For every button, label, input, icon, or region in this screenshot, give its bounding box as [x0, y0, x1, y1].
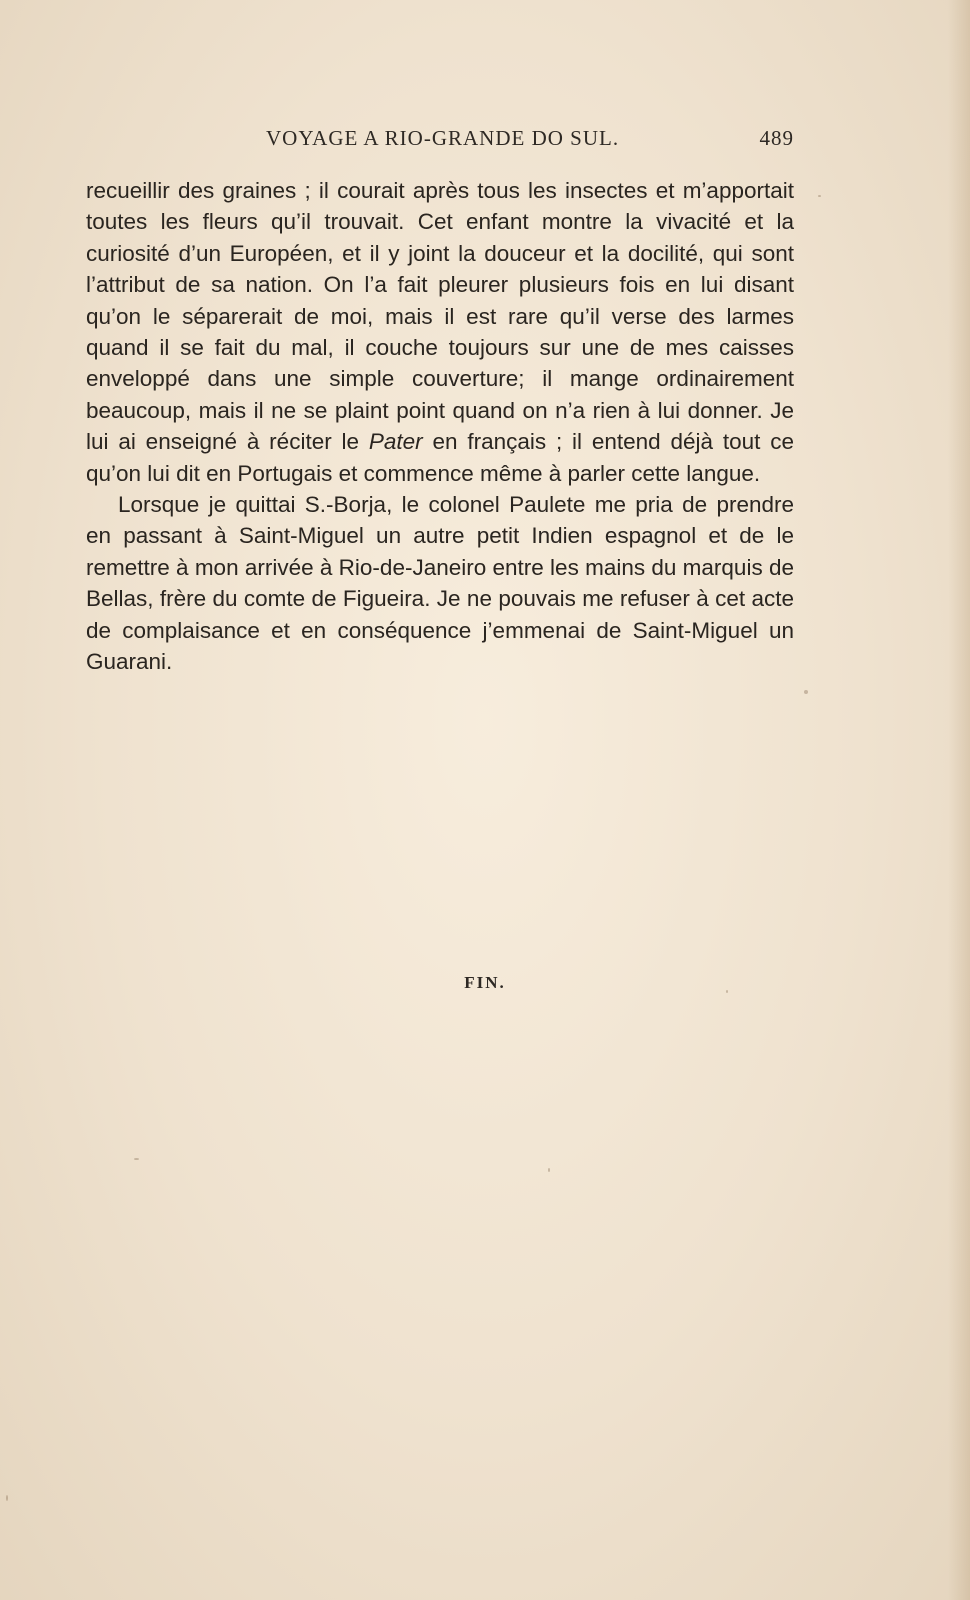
page-header: [86, 126, 794, 156]
page-edge-shadow: [948, 0, 970, 1600]
paper-speck: [726, 990, 728, 993]
running-title: VOYAGE A RIO-GRANDE DO SUL.: [266, 126, 620, 150]
paragraph-2: Lorsque je quittai S.-Borja, le colonel Paulete me pria de prendre en passant à Saint-Miguel un autre petit Indien espagnol et de le remettre à mon arrivée à Rio-de-Janeiro entre les mains du marquis de Bellas, frère du comte de Figueira. Je ne pouvais me refuser à cet acte de complaisance et en conséquence j’emmenai de Saint-Miguel un Guarani.: [86, 492, 794, 675]
end-mark: FIN.: [464, 973, 506, 992]
paragraph-1-text-a: recueillir des graines ; il courait après tous les insectes et m’apportait toutes les fleurs qu’il trouvait. Cet enfant montre la vivacité et la curiosité d’un Européen, et il y joint la douceur et la docilité, qui sont l’attribut de sa nation. On l’a fait pleurer plusieurs fois en lui disant qu’on le séparerait de moi, mais il est rare qu’il verse des larmes quand il se fait du mal, il couche toujours sur une de mes caisses enveloppé dans une simple couverture; il mange ordinairement beaucoup, mais il ne se plaint point quand on n’a rien à lui donner. Je lui ai enseigné à réciter le: [86, 178, 794, 455]
paper-speck: [548, 1168, 550, 1172]
paper-speck: [804, 690, 808, 694]
page-number: 489: [759, 126, 794, 150]
paragraph-1-text-b: en français ; il entend déjà tout ce qu’on lui dit en Portugais et commence même à parler cette langue.: [86, 429, 794, 486]
paragraph-1: [86, 175, 794, 489]
body-text: [86, 175, 794, 678]
paper-speck: [818, 195, 821, 197]
paper-speck: [6, 1495, 8, 1501]
paper-speck: [134, 1158, 139, 1160]
italic-word-pater: Pater: [368, 429, 423, 455]
